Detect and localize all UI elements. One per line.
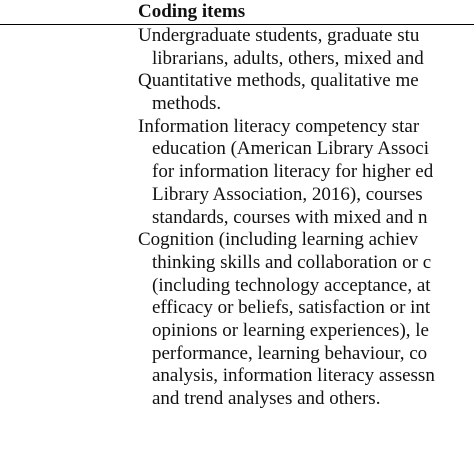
- column-header-coding-items: Coding items: [138, 1, 246, 22]
- coding-item-line: performance, learning behaviour, co: [152, 342, 428, 364]
- coding-item-line: Quantitative methods, qualitative me: [138, 70, 419, 92]
- coding-item-line: opinions or learning experiences), le: [152, 319, 429, 341]
- coding-item-line: methods.: [152, 93, 222, 115]
- coding-item-line: Cognition (including learning achiev: [138, 229, 419, 251]
- coding-item-line: for information literacy for higher ed: [152, 161, 434, 183]
- coding-item-line: librarians, adults, others, mixed and: [152, 47, 424, 69]
- coding-item-line: efficacy or beliefs, satisfaction or int: [152, 297, 431, 319]
- coding-item-line: Information literacy competency star: [138, 115, 420, 137]
- coding-item-line: analysis, information literacy assessn: [152, 365, 435, 387]
- coding-item-line: standards, courses with mixed and n: [152, 206, 428, 228]
- coding-item-line: (including technology acceptance, at: [152, 274, 431, 296]
- coding-item-line: and trend analyses and others.: [152, 388, 381, 409]
- coding-item-line: thinking skills and collaboration or c: [152, 251, 432, 273]
- coding-items-column: [138, 25, 435, 411]
- coding-item-line: education (American Library Associ: [152, 138, 429, 160]
- coding-item-line: Undergraduate students, graduate stu: [138, 25, 420, 46]
- coding-item-line: Library Association, 2016), courses: [152, 183, 423, 205]
